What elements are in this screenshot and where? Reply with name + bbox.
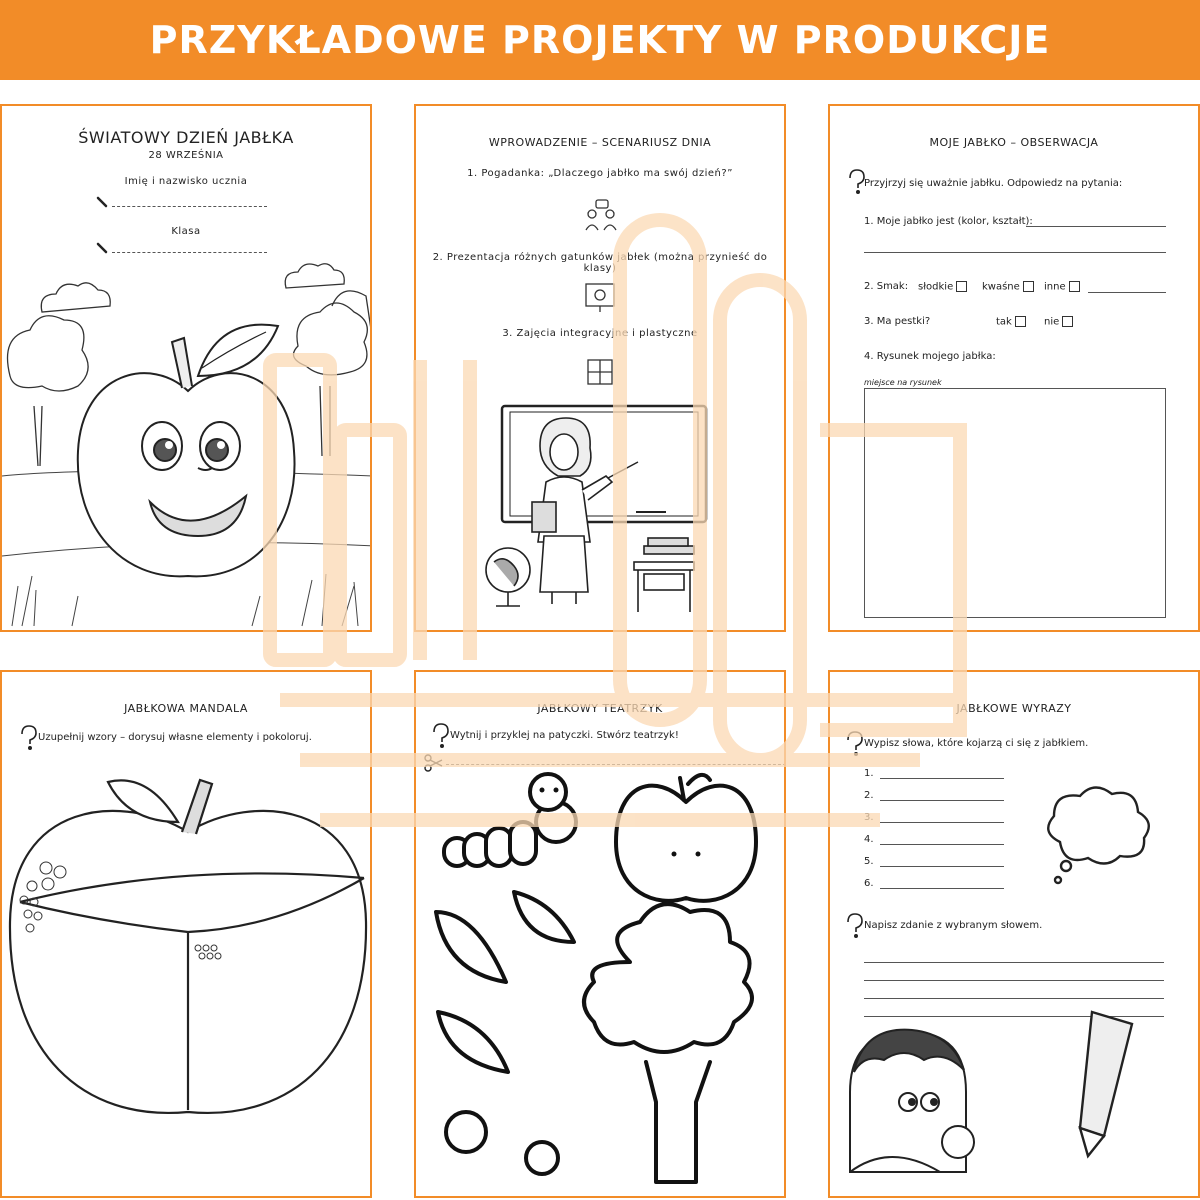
word-number-5: 5. — [864, 856, 874, 867]
scenario-item-1: 1. Pogadanka: „Dlaczego jabłko ma swój dzień?” — [467, 168, 733, 179]
question-4: 4. Rysunek mojego jabłka: — [864, 351, 996, 362]
presentation-icon — [586, 284, 614, 312]
scenario-item-2: 2. Prezentacja różnych gatunków jabłek (można przynieść do klasy) — [432, 252, 768, 274]
class-label: Klasa — [171, 226, 201, 237]
cover-date: 28 WRZEŚNIA — [148, 150, 224, 161]
scenario-title: WPROWADZENIE – SCENARIUSZ DNIA — [488, 136, 712, 149]
page-mandala — [0, 670, 372, 1198]
option-other-label: inne — [1044, 281, 1066, 293]
question-icon — [848, 732, 862, 755]
question-icon — [22, 726, 36, 749]
question-3: 3. Ma pestki? — [864, 316, 931, 327]
mandala-instruction: Uzupełnij wzory – dorysuj własne elementy i pokoloruj. — [38, 732, 312, 743]
observation-instruction: Przyjrzyj się uważnie jabłku. Odpowiedz na pytania: — [864, 178, 1123, 189]
theatre-title: JABŁKOWY TEATRZYK — [537, 702, 663, 715]
mandala-apple[interactable] — [2, 672, 372, 1198]
page-observation — [828, 104, 1200, 632]
word-number-6: 6. — [864, 878, 874, 889]
puzzle-icon — [588, 360, 612, 384]
observation-title: MOJE JABŁKO – OBSERWACJA — [929, 136, 1099, 149]
theatre-instruction: Wytnij i przyklej na patyczki. Stwórz teatrzyk! — [450, 730, 679, 741]
word-number-2: 2. — [864, 790, 874, 801]
cover-illustration — [2, 106, 372, 632]
page-words — [828, 670, 1200, 1198]
words-title: JABŁKOWE WYRAZY — [956, 702, 1072, 715]
option-no-label: nie — [1044, 316, 1060, 328]
page-theatre — [414, 670, 786, 1198]
question-1: 1. Moje jabłko jest (kolor, kształt): — [864, 216, 1033, 227]
drawing-hint: miejsce na rysunek — [864, 378, 942, 387]
page-cover — [0, 104, 372, 632]
word-number-3: 3. — [864, 812, 874, 823]
words-illustrations — [830, 672, 1200, 1198]
question-2: 2. Smak: — [864, 281, 909, 292]
name-label: Imię i nazwisko ucznia — [124, 176, 248, 187]
scissors-icon — [425, 755, 442, 771]
cover-title: ŚWIATOWY DZIEŃ JABŁKA — [78, 128, 294, 147]
sentence-instruction: Napisz zdanie z wybranym słowem. — [864, 920, 1043, 931]
question-icon — [848, 914, 862, 937]
theatre-cutouts[interactable] — [416, 672, 786, 1198]
words-instruction: Wypisz słowa, które kojarzą ci się z jabłkiem. — [864, 738, 1089, 749]
word-number-1: 1. — [864, 768, 874, 779]
header-banner — [0, 0, 1200, 80]
banner-title: PRZYKŁADOWE PROJEKTY W PRODUKCJE — [149, 18, 1051, 62]
option-yes-label: tak — [996, 316, 1012, 328]
question-icon — [434, 724, 448, 747]
pencil-icon — [1080, 1012, 1132, 1156]
option-sweet-label: słodkie — [918, 281, 954, 293]
scenario-illustration — [416, 106, 786, 632]
discussion-icon — [586, 200, 616, 230]
word-number-4: 4. — [864, 834, 874, 845]
option-sour-label: kwaśne — [982, 281, 1020, 293]
question-icon — [850, 170, 864, 193]
pencil-icon — [98, 198, 106, 252]
observation-icons — [830, 106, 1200, 632]
mandala-title: JABŁKOWA MANDALA — [124, 702, 248, 715]
page-scenario — [414, 104, 786, 632]
scenario-item-3: 3. Zajęcia integracyjne i plastyczne — [502, 328, 698, 339]
